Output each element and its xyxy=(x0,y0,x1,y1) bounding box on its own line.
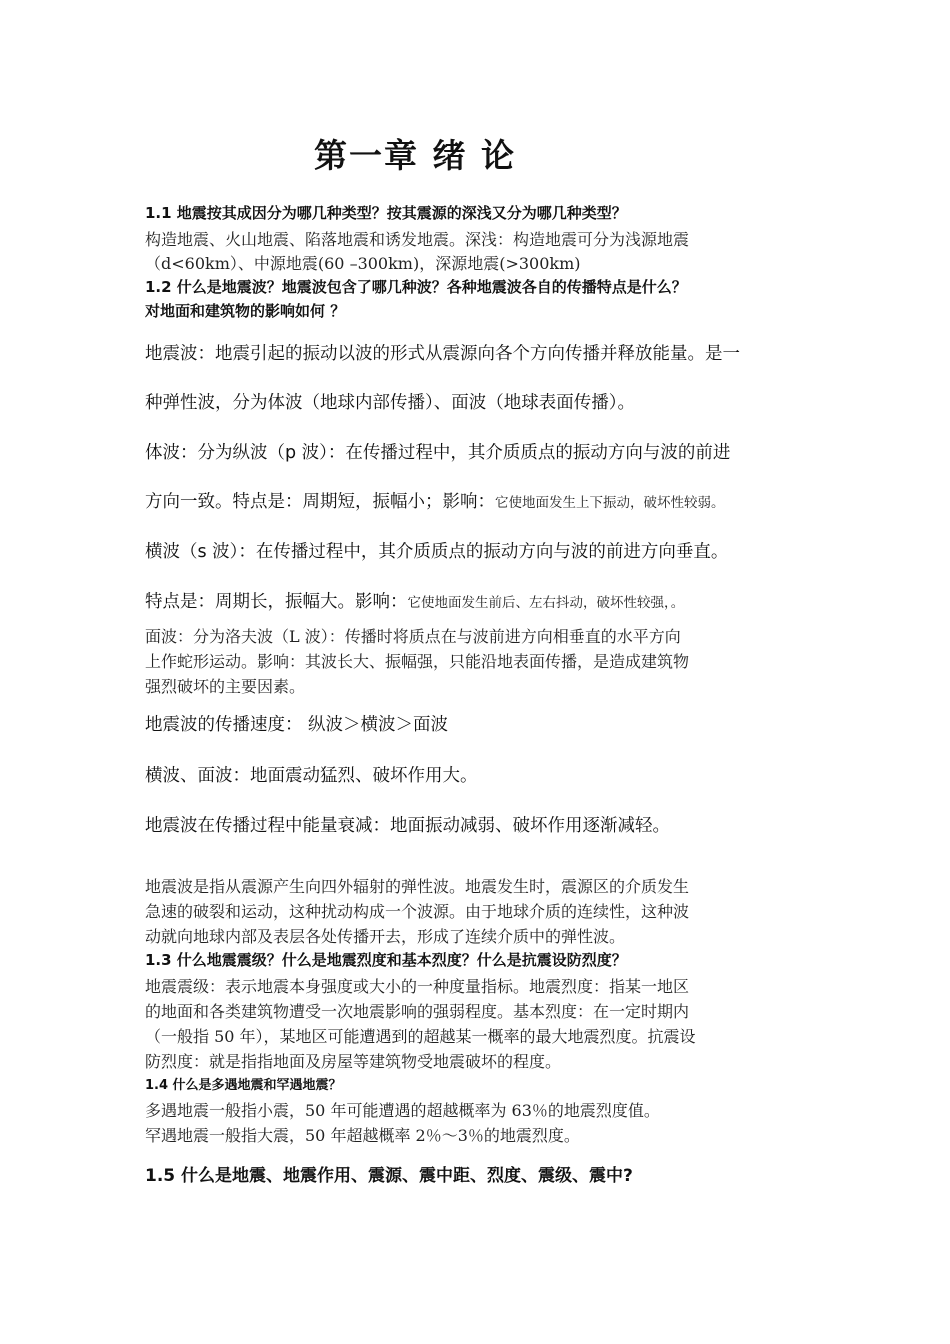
body-wave-line-1: 体波：分为纵波（p 波）：在传播过程中，其介质质点的振动方向与波的前进 xyxy=(145,443,731,463)
answer-1-1-line-1: 构造地震、火山地震、陷落地震和诱发地震。深浅：构造地震可分为浅源地震 xyxy=(145,230,690,249)
answer-1-3-line-4: 防烈度：就是指指地面及房屋等建筑物受地震破坏的程度。 xyxy=(145,1052,562,1071)
shear-wave-effect: 它使地面发生前后、左右抖动，破坏性较强，。 xyxy=(407,595,685,611)
body-wave-effect: 它使地面发生上下振动，破坏性较弱。 xyxy=(495,495,725,511)
body-wave-line-2 xyxy=(145,488,725,513)
seismic-wave-line-2: 种弹性波，分为体波（地球内部传播）、面波（地球表面传播）。 xyxy=(145,393,635,413)
shear-wave-text: 特点是：周期长，振幅大。影响： xyxy=(145,592,408,612)
answer-1-4-line-1: 多遇地震一般指小震，50 年可能遭遇的超越概率为 63％的地震烈度值。 xyxy=(145,1101,660,1120)
surface-wave-line-3: 强烈破坏的主要因素。 xyxy=(145,677,306,696)
definition-line-3: 动就向地球内部及表层各处传播开去，形成了连续介质中的弹性波。 xyxy=(145,927,626,946)
answer-1-4-line-2: 罕遇地震一般指大震，50 年超越概率 2％～3％的地震烈度。 xyxy=(145,1126,580,1145)
definition-line-2: 急速的破裂和运动，这种扰动构成一个波源。由于地球介质的连续性，这种波 xyxy=(145,902,690,921)
question-1-2-line-2: 对地面和建筑物的影响如何 ？ xyxy=(145,302,346,320)
question-1-1: 1.1 地震按其成因分为哪几种类型？按其震源的深浅又分为哪几种类型？ xyxy=(145,204,627,222)
surface-wave-line-2: 上作蛇形运动。影响：其波长大、振幅强，只能沿地表面传播，是造成建筑物 xyxy=(145,652,690,671)
answer-1-3-line-3: （一般指 50 年），某地区可能遭遇到的超越某一概率的最大地震烈度。抗震设 xyxy=(145,1027,696,1046)
shear-wave-line-1: 横波（s 波）：在传播过程中，其介质质点的振动方向与波的前进方向垂直。 xyxy=(145,542,729,562)
wave-effect: 横波、面波：地面震动猛烈、破坏作用大。 xyxy=(145,766,478,786)
question-1-4: 1.4 什么是多遇地震和罕遇地震？ xyxy=(145,1078,342,1093)
wave-speed: 地震波的传播速度： 纵波＞横波＞面波 xyxy=(145,715,449,735)
wave-attenuation: 地震波在传播过程中能量衰减：地面振动减弱、破坏作用逐渐减轻。 xyxy=(145,816,670,836)
question-1-2-line-1: 1.2 什么是地震波？地震波包含了哪几种波？各种地震波各自的传播特点是什么？ xyxy=(145,278,687,296)
question-1-3: 1.3 什么地震震级？什么是地震烈度和基本烈度？什么是抗震设防烈度？ xyxy=(145,951,627,969)
definition-line-1: 地震波是指从震源产生向四外辐射的弹性波。地震发生时，震源区的介质发生 xyxy=(145,877,690,896)
body-wave-text: 方向一致。特点是：周期短，振幅小；影响： xyxy=(145,492,495,512)
answer-1-1-line-2: （d<60km）、中源地震(60 –300km)，深源地震(>300km) xyxy=(145,254,581,273)
answer-1-3-line-1: 地震震级：表示地震本身强度或大小的一种度量指标。地震烈度：指某一地区 xyxy=(145,977,690,996)
seismic-wave-line-1: 地震波：地震引起的振动以波的形式从震源向各个方向传播并释放能量。是一 xyxy=(145,344,740,364)
question-1-5: 1.5 什么是地震、地震作用、震源、震中距、烈度、震级、震中? xyxy=(145,1166,633,1186)
shear-wave-line-2 xyxy=(145,588,684,613)
chapter-title: 第一章 绪 论 xyxy=(314,136,516,175)
answer-1-3-line-2: 的地面和各类建筑物遭受一次地震影响的强弱程度。基本烈度：在一定时期内 xyxy=(145,1002,690,1021)
surface-wave-line-1: 面波：分为洛夫波（L 波）：传播时将质点在与波前进方向相垂直的水平方向 xyxy=(145,627,681,646)
